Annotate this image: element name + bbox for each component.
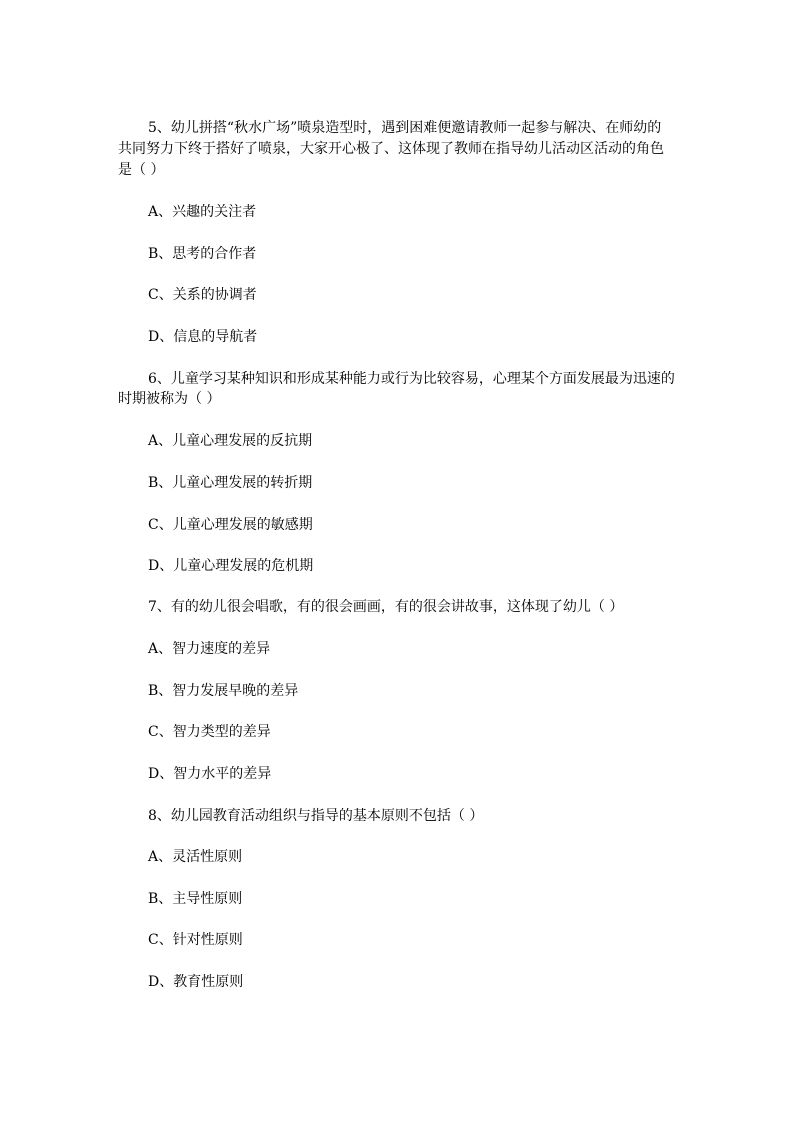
question-5-text-line-1: 5、幼儿拼搭“秋水广场”喷泉造型时，遇到困难便邀请教师一起参与解决、在师幼的 <box>148 120 662 136</box>
question-6-text-line-1: 6、儿童学习某种知识和形成某种能力或行为比较容易，心理某个方面发展最为迅速的 <box>148 371 675 387</box>
question-6-option-d: D、儿童心理发展的危机期 <box>148 558 314 574</box>
question-7-text-line-1: 7、有的幼儿很会唱歌，有的很会画画，有的很会讲故事，这体现了幼儿（ ） <box>148 599 624 615</box>
question-5-text-line-2: 共同努力下终于搭好了喷泉，大家开心极了、这体现了教师在指导幼儿活动区活动的角色 <box>118 141 664 157</box>
question-6-text-line-2: 时期被称为（ ） <box>118 391 221 407</box>
question-8-text-line-1: 8、幼儿园教育活动组织与指导的基本原则不包括（ ） <box>148 808 484 824</box>
question-5-option-c: C、关系的协调者 <box>148 287 257 303</box>
question-6-option-a: A、儿童心理发展的反抗期 <box>148 433 313 449</box>
question-7-option-d: D、智力水平的差异 <box>148 766 272 782</box>
question-5-option-d: D、信息的导航者 <box>148 329 258 345</box>
question-5-option-b: B、思考的合作者 <box>148 246 257 262</box>
question-8-option-a: A、灵活性原则 <box>148 849 243 865</box>
question-7-option-c: C、智力类型的差异 <box>148 724 271 740</box>
question-5-text-line-3: 是（ ） <box>118 162 165 178</box>
question-8-option-d: D、教育性原则 <box>148 974 244 990</box>
question-7-option-b: B、智力发展早晚的差异 <box>148 683 299 699</box>
question-6-option-b: B、儿童心理发展的转折期 <box>148 475 313 491</box>
question-8-option-b: B、主导性原则 <box>148 891 243 907</box>
question-7-option-a: A、智力速度的差异 <box>148 641 271 657</box>
question-5-option-a: A、兴趣的关注者 <box>148 204 257 220</box>
question-6-option-c: C、儿童心理发展的敏感期 <box>148 517 313 533</box>
question-8-option-c: C、针对性原则 <box>148 932 243 948</box>
